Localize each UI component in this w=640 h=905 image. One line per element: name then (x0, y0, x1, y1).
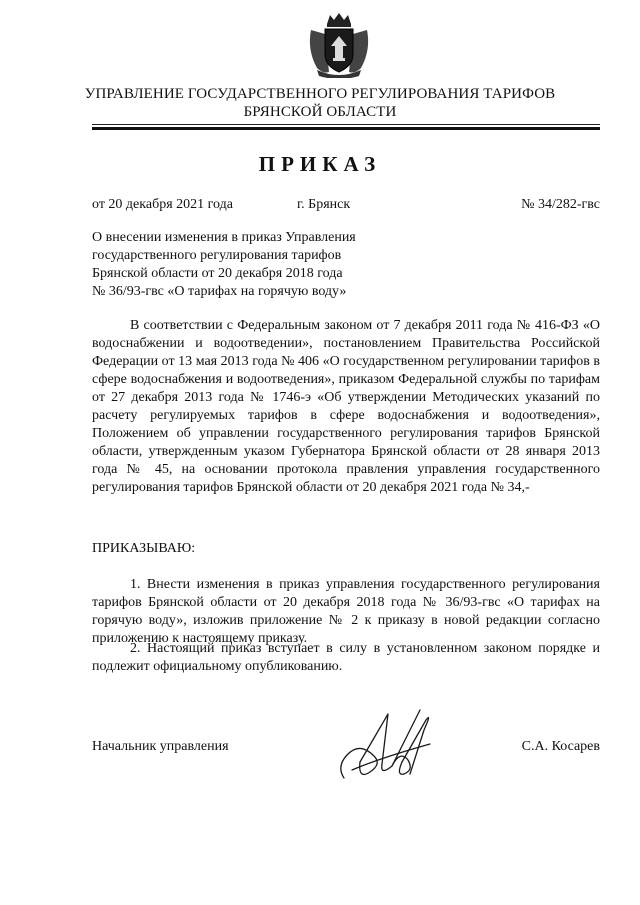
document-title: ПРИКАЗ (258, 152, 382, 176)
document-date: от 20 декабря 2021 года (92, 197, 233, 212)
signatory-name: С.А. Косарев (521, 739, 600, 754)
document-number: № 34/282-гвс (521, 197, 600, 212)
header-divider-thin (92, 124, 600, 125)
signatory-title: Начальник управления (92, 739, 229, 754)
document-city: г. Брянск (297, 197, 351, 212)
order-word: ПРИКАЗЫВАЮ: (92, 541, 196, 556)
order-item-1: 1. Внести изменения в приказ управления государственного регулирования тарифов Брянской области от 20 декабря 2018 года № 36/93-гвс «О тарифах на горячую воду», изложив приложение № 2 к приказу в новой редакции согласно приложению к настоящему приказу. (92, 577, 600, 646)
document-subject (92, 229, 392, 301)
handwritten-signature (330, 700, 450, 795)
subject-line: О внесении изменения в приказ Управления (92, 230, 356, 245)
order-item-2: 2. Настоящий приказ вступает в силу в установленном законом порядке и подлежит официальному опубликованию. (92, 641, 600, 674)
preamble-paragraph: В соответствии с Федеральным законом от 7 декабря 2011 года № 416-ФЗ «О водоснабжении и водоотведении», постановлением Правительства Российской Федерации от 13 мая 2013 года № 406 «О государственном регулировании тарифов в сфере водоснабжения и водоотведения», приказом Федеральной службы по тарифам от 27 декабря 2013 года № 1746-э «Об утверждении Методических указаний по расчету регулируемых тарифов в сфере водоснабжения и водоотведения», Положением об управлении государственного регулирования тарифов Брянской области, утвержденным указом Губернатора Брянской области от 28 января 2013 года № 45, на основании протокола правления управления государственного регулирования тарифов Брянской области от 20 декабря 2021 года № 34,- (92, 318, 600, 495)
coat-of-arms-icon (303, 10, 375, 78)
organization-name-line1: УПРАВЛЕНИЕ ГОСУДАРСТВЕННОГО РЕГУЛИРОВАНИЯ ТАРИФОВ (84, 86, 556, 102)
organization-name-line2: БРЯНСКОЙ ОБЛАСТИ (243, 104, 397, 120)
subject-line: государственного регулирования тарифов (92, 248, 342, 263)
subject-line: Брянской области от 20 декабря 2018 года (92, 266, 343, 281)
subject-line: № 36/93-гвс «О тарифах на горячую воду» (92, 284, 347, 299)
header-divider-thick (92, 127, 600, 130)
